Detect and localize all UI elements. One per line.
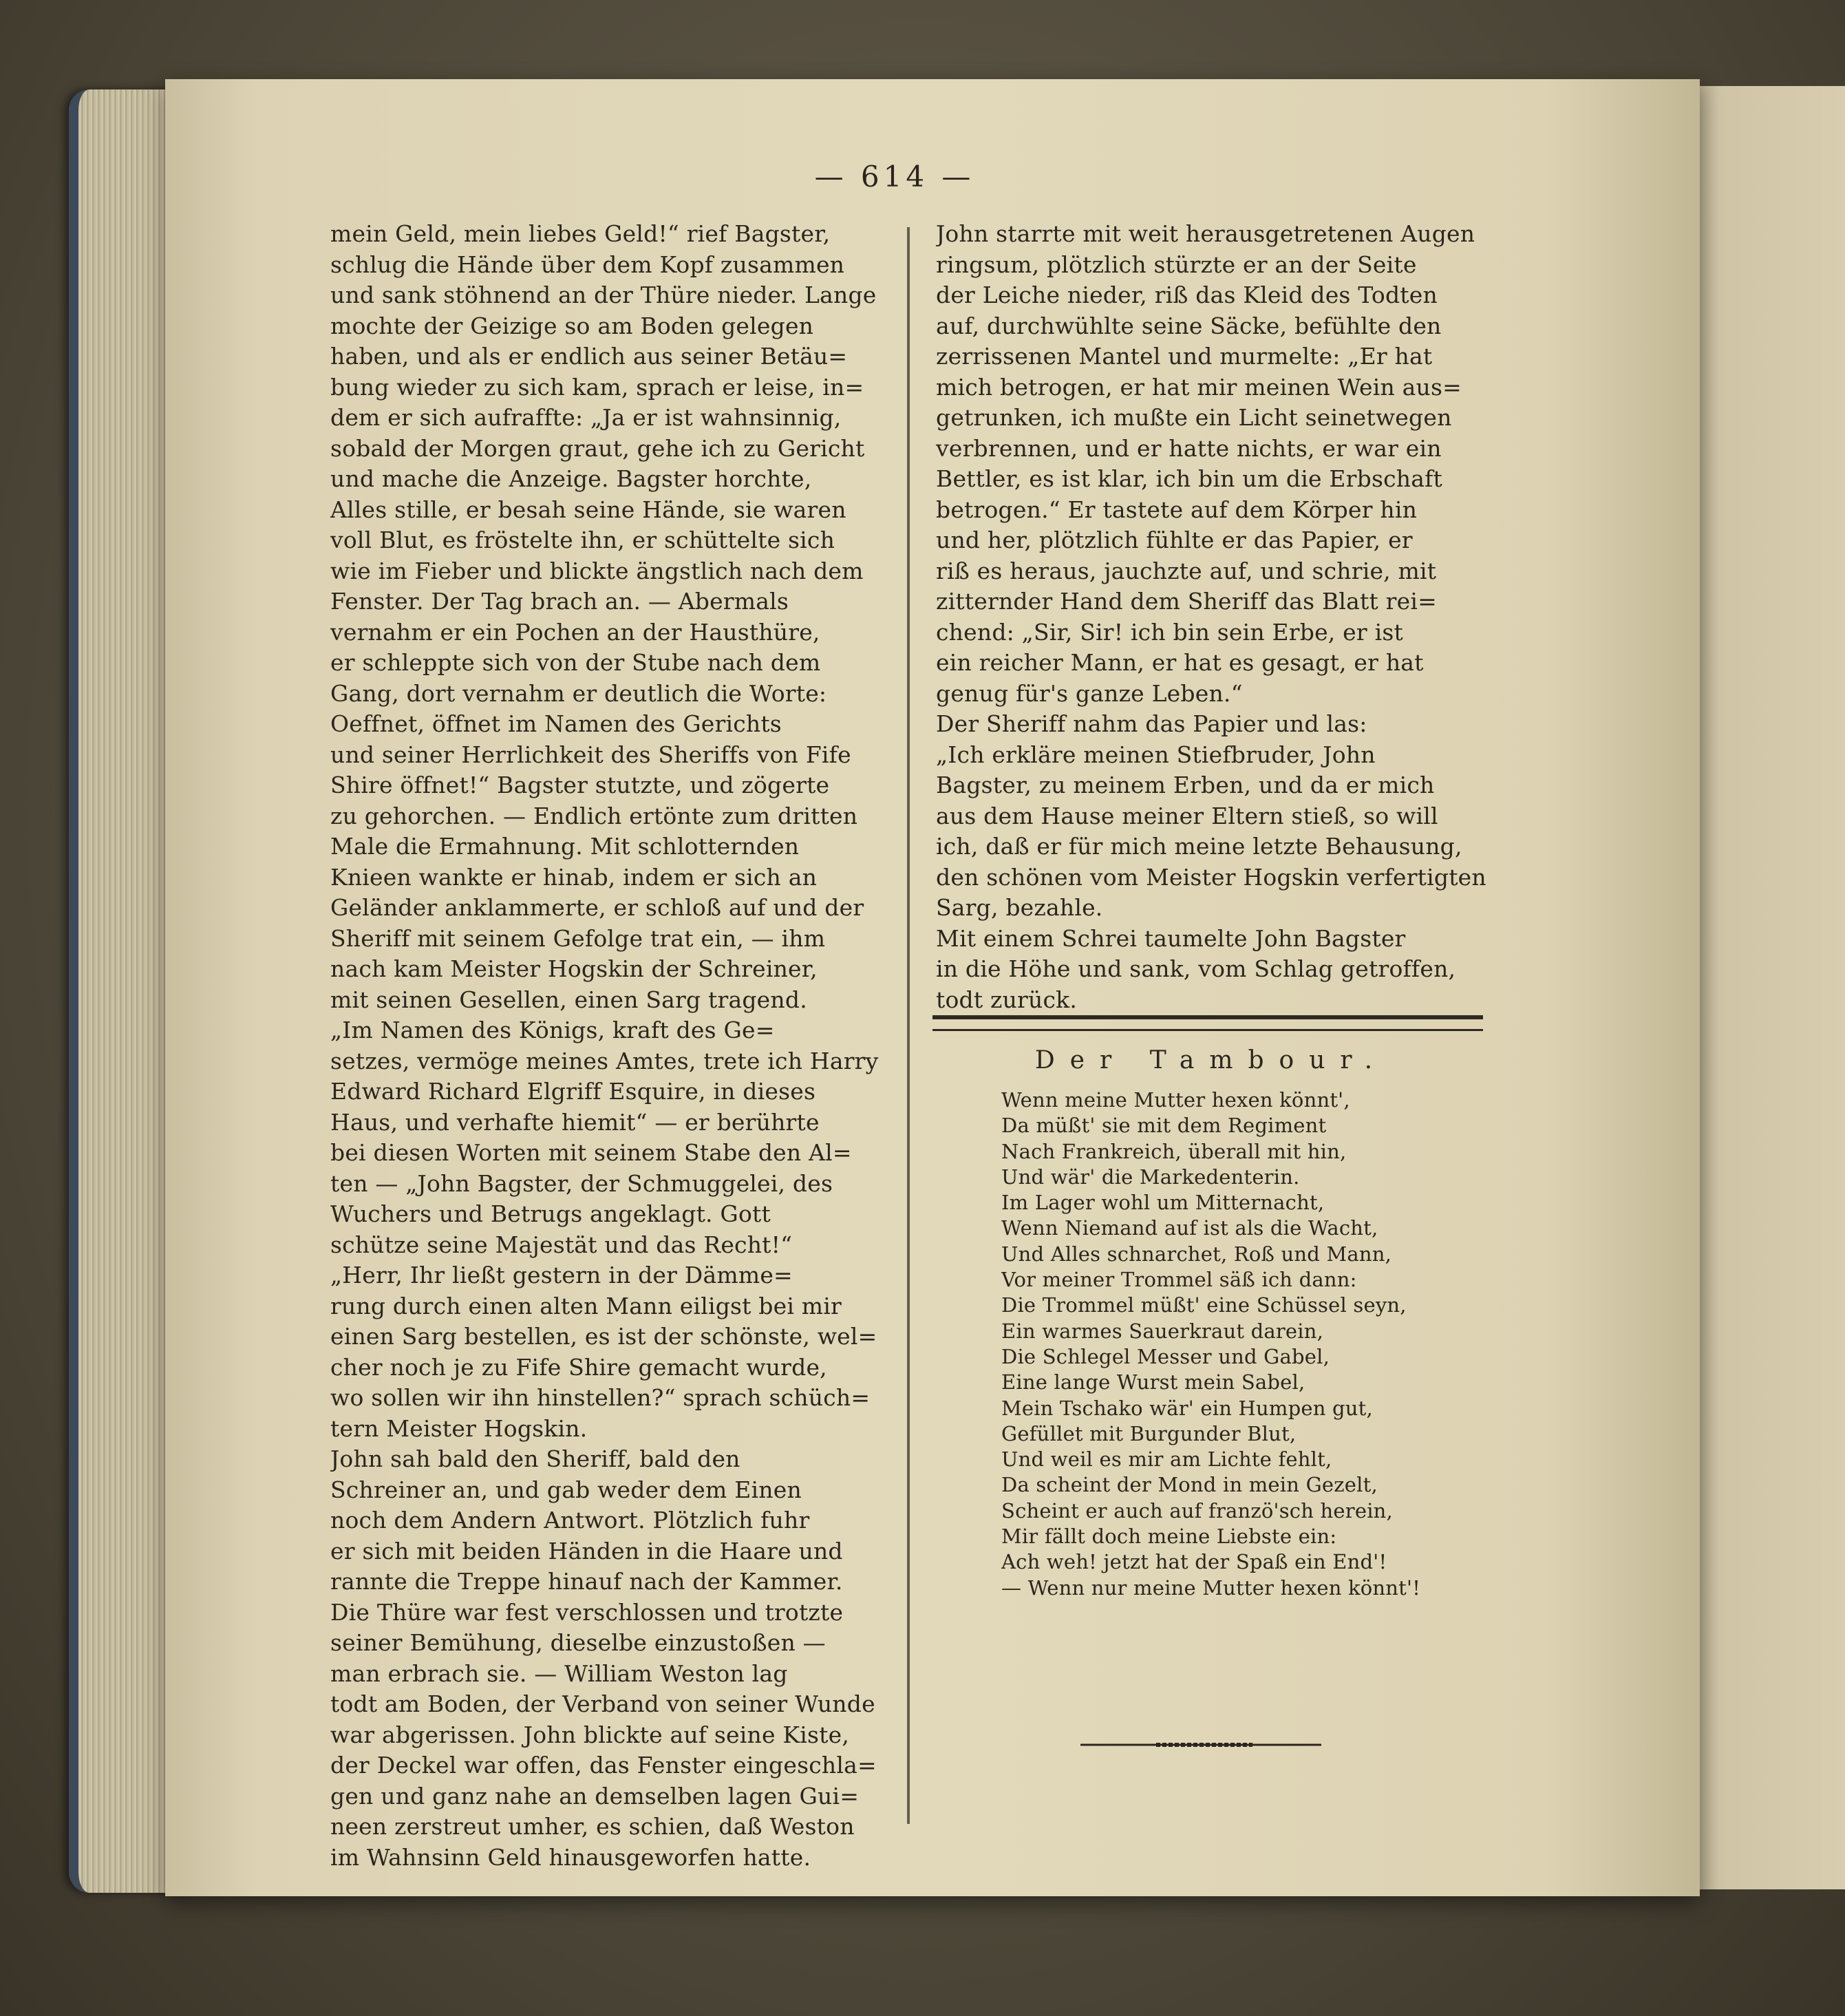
- text-line: Alles stille, er besah seine Hände, sie waren: [330, 496, 846, 523]
- text-line: voll Blut, es fröstelte ihn, er schüttelte sich: [330, 527, 835, 553]
- text-line: noch dem Andern Antwort. Plötzlich fuhr: [330, 1507, 810, 1534]
- text-line: bei diesen Worten mit seinem Stabe den Al=: [330, 1139, 852, 1166]
- text-line: seiner Bemühung, dieselbe einzustoßen —: [330, 1629, 826, 1656]
- poem-line: Gefüllet mit Burgunder Blut,: [1001, 1421, 1297, 1445]
- poem-line: Die Trommel müßt' eine Schüssel seyn,: [1001, 1293, 1407, 1317]
- text-line: „Herr, Ihr ließt gestern in der Dämme=: [330, 1262, 793, 1288]
- text-line: tern Meister Hogskin.: [330, 1414, 588, 1442]
- poem-line: Wenn Niemand auf ist als die Wacht,: [1001, 1216, 1378, 1240]
- text-line: genug für's ganze Leben.“: [936, 679, 1243, 707]
- text-line: auf, durchwühlte seine Säcke, befühlte den: [936, 312, 1442, 339]
- text-line: aus dem Hause meiner Eltern stieß, so will: [936, 802, 1438, 829]
- text-line: man erbrach sie. — William Weston lag: [330, 1659, 788, 1687]
- text-line: John starrte mit weit herausgetretenen Augen: [936, 220, 1475, 247]
- poem-line: Da scheint der Mond in mein Gezelt,: [1001, 1473, 1378, 1497]
- poem-line: Und weil es mir am Lichte fehlt,: [1001, 1447, 1332, 1472]
- poem-line: Und Alles schnarchet, Roß und Mann,: [1001, 1242, 1392, 1266]
- poem-line: Wenn meine Mutter hexen könnt',: [1001, 1088, 1350, 1112]
- end-ornament: [1080, 1741, 1321, 1748]
- text-line: dem er sich aufraffte: „Ja er ist wahnsinnig,: [330, 404, 842, 431]
- text-line: todt am Boden, der Verband von seiner Wunde: [330, 1690, 875, 1717]
- poem-stanza: [1001, 1087, 1483, 1601]
- text-line: ringsum, plötzlich stürzte er an der Seite: [936, 251, 1417, 278]
- poem-line: Ein warmes Sauerkraut darein,: [1001, 1319, 1324, 1343]
- poem-line: Nach Frankreich, überall mit hin,: [1001, 1139, 1347, 1163]
- text-line: zu gehorchen. — Endlich ertönte zum dritten: [330, 802, 858, 829]
- text-line: vernahm er ein Pochen an der Hausthüre,: [330, 618, 820, 646]
- text-line: Edward Richard Elgriff Esquire, in dieses: [330, 1078, 816, 1105]
- text-line: Der Sheriff nahm das Papier und las:: [936, 710, 1367, 737]
- text-line: verbrennen, und er hatte nichts, er war ein: [936, 434, 1442, 462]
- text-line: Shire öffnet!“ Bagster stutzte, und zögerte: [330, 772, 830, 798]
- page-number: — 614 —: [814, 160, 975, 193]
- text-line: Male die Ermahnung. Mit schlotternden: [330, 833, 800, 860]
- text-line: er sich mit beiden Händen in die Haare und: [330, 1537, 843, 1564]
- text-line: mich betrogen, er hat mir meinen Wein aus=: [936, 373, 1462, 401]
- text-line: den schönen vom Meister Hogskin verfertigten: [936, 863, 1486, 891]
- text-line: Bettler, es ist klar, ich bin um die Erbschaft: [936, 465, 1443, 492]
- text-line: mit seinen Gesellen, einen Sarg tragend.: [330, 986, 807, 1013]
- poem-line: Und wär' die Markedenterin.: [1001, 1165, 1300, 1189]
- text-line: neen zerstreut umher, es schien, daß Weston: [330, 1813, 855, 1840]
- text-line: er schleppte sich von der Stube nach dem: [330, 649, 821, 676]
- poem-line: Eine lange Wurst mein Sabel,: [1001, 1370, 1305, 1394]
- text-line: rannte die Treppe hinauf nach der Kammer.: [330, 1568, 843, 1595]
- text-line: zerrissenen Mantel und murmelte: „Er hat: [936, 343, 1433, 370]
- text-line: Knieen wankte er hinab, indem er sich an: [330, 863, 818, 891]
- text-line: wo sollen wir ihn hinstellen?“ sprach schüch=: [330, 1384, 871, 1411]
- poem-line: Mein Tschako wär' ein Humpen gut,: [1001, 1396, 1373, 1420]
- text-line: bung wieder zu sich kam, sprach er leise, in=: [330, 373, 864, 401]
- text-line: todt zurück.: [936, 986, 1078, 1013]
- text-line: ten — „John Bagster, der Schmuggelei, des: [330, 1169, 833, 1197]
- text-line: Geländer anklammerte, er schloß auf und der: [330, 894, 864, 921]
- text-line: der Deckel war offen, das Fenster eingeschla=: [330, 1752, 877, 1779]
- text-line: John sah bald den Sheriff, bald den: [330, 1445, 740, 1472]
- section-double-rule: [932, 1015, 1483, 1031]
- text-line: und sank stöhnend an der Thüre nieder. Lange: [330, 282, 877, 308]
- text-line: wie im Fieber und blickte ängstlich nach dem: [330, 557, 864, 584]
- poem-line: Da müßt' sie mit dem Regiment: [1001, 1114, 1327, 1138]
- text-line: „Ich erkläre meinen Stiefbruder, John: [936, 741, 1376, 768]
- text-line: und mache die Anzeige. Bagster horchte,: [330, 465, 812, 492]
- poem-line: Scheint er auch auf franzö'sch herein,: [1001, 1498, 1393, 1522]
- text-line: Bagster, zu meinem Erben, und da er mich: [936, 772, 1435, 798]
- text-line: Die Thüre war fest verschlossen und trotzte: [330, 1598, 844, 1626]
- text-line: sobald der Morgen graut, gehe ich zu Gericht: [330, 434, 865, 462]
- text-line: zitternder Hand dem Sheriff das Blatt rei=: [936, 588, 1437, 615]
- text-line: im Wahnsinn Geld hinausgeworfen hatte.: [330, 1843, 811, 1871]
- text-line: cher noch je zu Fife Shire gemacht wurde,: [330, 1353, 827, 1381]
- text-line: der Leiche nieder, riß das Kleid des Todten: [936, 282, 1438, 308]
- text-line: Sarg, bezahle.: [936, 894, 1103, 921]
- text-line: schlug die Hände über dem Kopf zusammen: [330, 251, 845, 278]
- text-line: war abgerissen. John blickte auf seine Kiste,: [330, 1721, 850, 1748]
- text-line: Gang, dort vernahm er deutlich die Worte:: [330, 679, 827, 707]
- text-line: nach kam Meister Hogskin der Schreiner,: [330, 955, 818, 982]
- text-line: einen Sarg bestellen, es ist der schönste, wel=: [330, 1323, 877, 1350]
- text-line: haben, und als er endlich aus seiner Betäu=: [330, 343, 848, 370]
- poem-line: Mir fällt doch meine Liebste ein:: [1001, 1525, 1337, 1549]
- text-line: Wuchers und Betrugs angeklagt. Gott: [330, 1200, 771, 1227]
- text-line: setzes, vermöge meines Amtes, trete ich Harry: [330, 1047, 879, 1074]
- text-line: Mit einem Schrei taumelte John Bagster: [936, 924, 1406, 952]
- poem-line: Die Schlegel Messer und Gabel,: [1001, 1344, 1330, 1368]
- text-line: und seiner Herrlichkeit des Sheriffs von Fife: [330, 741, 851, 768]
- text-line: ein reicher Mann, er hat es gesagt, er hat: [936, 649, 1424, 676]
- poem-title: Der Tambour.: [1034, 1046, 1388, 1074]
- left-text-column: [330, 219, 895, 1873]
- text-line: chend: „Sir, Sir! ich bin sein Erbe, er ist: [936, 618, 1403, 646]
- text-line: gen und ganz nahe an demselben lagen Gui=: [330, 1782, 860, 1810]
- column-divider-rule: [907, 227, 910, 1824]
- text-line: Haus, und verhafte hiemit“ — er berührte: [330, 1108, 820, 1136]
- text-line: und her, plötzlich fühlte er das Papier, er: [936, 527, 1413, 553]
- text-line: mein Geld, mein liebes Geld!“ rief Bagster,: [330, 220, 831, 247]
- text-line: betrogen.“ Er tastete auf dem Körper hin: [936, 496, 1418, 523]
- text-line: in die Höhe und sank, vom Schlag getroffen,: [936, 955, 1456, 982]
- poem-line: Ach weh! jetzt hat der Spaß ein End'!: [1001, 1550, 1387, 1574]
- text-line: getrunken, ich mußte ein Licht seinetwegen: [936, 404, 1452, 431]
- poem-line: Im Lager wohl um Mitternacht,: [1001, 1191, 1325, 1215]
- text-line: riß es heraus, jauchzte auf, und schrie, mit: [936, 557, 1437, 584]
- poem-line: — Wenn nur meine Mutter hexen könnt'!: [1001, 1575, 1421, 1600]
- text-line: Oeffnet, öffnet im Namen des Gerichts: [330, 710, 782, 737]
- text-line: „Im Namen des Königs, kraft des Ge=: [330, 1017, 775, 1043]
- text-line: Sheriff mit seinem Gefolge trat ein, — ihm: [330, 924, 826, 952]
- text-line: Fenster. Der Tag brach an. — Abermals: [330, 588, 789, 615]
- text-line: rung durch einen alten Mann eiligst bei mir: [330, 1292, 842, 1319]
- text-line: mochte der Geizige so am Boden gelegen: [330, 312, 814, 339]
- text-line: Schreiner an, und gab weder dem Einen: [330, 1476, 802, 1503]
- right-text-column: [936, 219, 1486, 1015]
- text-line: schütze seine Majestät und das Recht!“: [330, 1231, 793, 1258]
- text-line: ich, daß er für mich meine letzte Behausung,: [936, 833, 1462, 860]
- poem-line: Vor meiner Trommel säß ich dann:: [1001, 1268, 1357, 1292]
